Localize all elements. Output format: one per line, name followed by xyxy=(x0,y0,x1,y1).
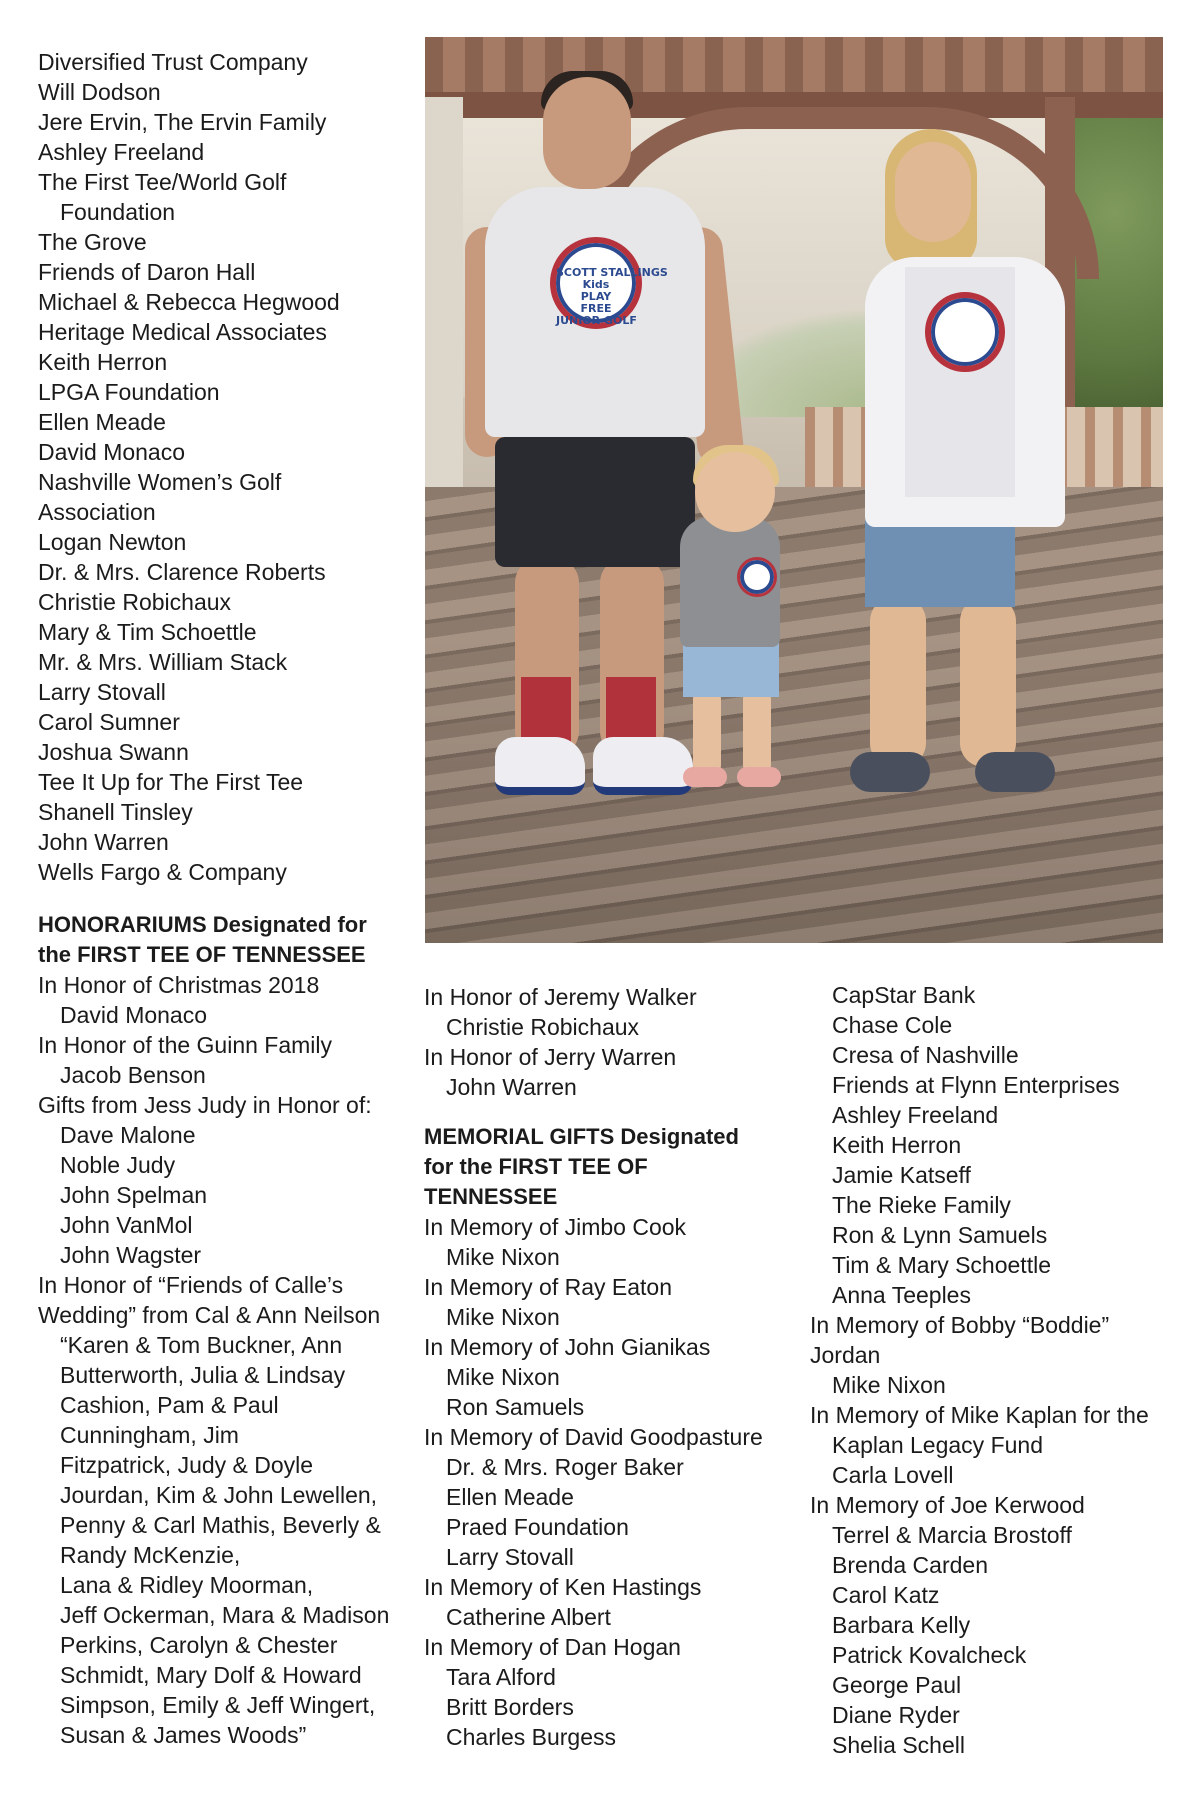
list-item: John Warren xyxy=(446,1074,577,1100)
shirt-logo: SCOTT STALLINGS Kids PLAY FREE JUNIOR GOLF xyxy=(550,237,642,329)
list-item: Dr. & Mrs. Clarence Roberts xyxy=(38,559,326,585)
memorial-list xyxy=(424,1212,784,1752)
list-item: Will Dodson xyxy=(38,79,161,105)
list-item: Carla Lovell xyxy=(832,1462,954,1488)
list-item: Mike Nixon xyxy=(446,1244,560,1270)
list-item: John Spelman xyxy=(60,1182,208,1208)
list-item: CapStar Bank xyxy=(832,982,976,1008)
list-item: Michael & Rebecca Hegwood xyxy=(38,289,340,315)
list-item: Christie Robichaux xyxy=(446,1014,640,1040)
list-item: Lana & Ridley Moorman, xyxy=(60,1572,314,1598)
list-item: In Memory of Bobby “Boddie” xyxy=(810,1312,1110,1338)
list-item: Friends of Daron Hall xyxy=(38,259,256,285)
middle-column xyxy=(424,982,784,1752)
list-item: Jere Ervin, The Ervin Family xyxy=(38,109,327,135)
list-item: Joshua Swann xyxy=(38,739,189,765)
list-item: Chase Cole xyxy=(832,1012,953,1038)
list-item: In Honor of Jerry Warren xyxy=(424,1044,677,1070)
list-item: Schmidt, Mary Dolf & Howard xyxy=(60,1662,362,1688)
list-item: David Monaco xyxy=(38,439,186,465)
shirt-logo-woman xyxy=(925,292,1005,372)
list-item: Cunningham, Jim xyxy=(60,1422,239,1448)
honorariums-heading-line-1: HONORARIUMS Designated for xyxy=(38,912,367,937)
list-item: Larry Stovall xyxy=(446,1544,574,1570)
list-item: Dave Malone xyxy=(60,1122,196,1148)
list-item: Ellen Meade xyxy=(446,1484,574,1510)
memorial-heading-line-1: MEMORIAL GIFTS Designated xyxy=(424,1124,739,1149)
list-item: In Memory of Dan Hogan xyxy=(424,1634,681,1660)
list-item: Jacob Benson xyxy=(60,1062,206,1088)
list-item: John VanMol xyxy=(60,1212,193,1238)
list-item: Shelia Schell xyxy=(832,1732,965,1758)
list-item: Ashley Freeland xyxy=(832,1102,999,1128)
list-item: Jamie Katseff xyxy=(832,1162,971,1188)
list-item: Terrel & Marcia Brostoff xyxy=(832,1522,1072,1548)
list-item: Mike Nixon xyxy=(446,1304,560,1330)
family-photo xyxy=(425,37,1163,943)
shirt-logo-child xyxy=(737,557,777,597)
list-item: In Memory of John Gianikas xyxy=(424,1334,711,1360)
list-item: Christie Robichaux xyxy=(38,589,232,615)
list-item: Mr. & Mrs. William Stack xyxy=(38,649,288,675)
list-item: In Honor of “Friends of Calle’s xyxy=(38,1272,344,1298)
list-item: John Wagster xyxy=(60,1242,202,1268)
list-item: Carol Katz xyxy=(832,1582,940,1608)
list-item: Noble Judy xyxy=(60,1152,176,1178)
list-item: Fitzpatrick, Judy & Doyle xyxy=(60,1452,314,1478)
list-item: In Memory of Jimbo Cook xyxy=(424,1214,687,1240)
list-item: Jordan xyxy=(810,1342,881,1368)
list-item: Charles Burgess xyxy=(446,1724,617,1750)
list-item: In Honor of Jeremy Walker xyxy=(424,984,697,1010)
list-item: Perkins, Carolyn & Chester xyxy=(60,1632,338,1658)
list-item: Ashley Freeland xyxy=(38,139,205,165)
list-item: In Memory of Ray Eaton xyxy=(424,1274,672,1300)
list-item: The Rieke Family xyxy=(832,1192,1011,1218)
list-item: Tim & Mary Schoettle xyxy=(832,1252,1051,1278)
list-item: In Memory of Joe Kerwood xyxy=(810,1492,1085,1518)
list-item: “Karen & Tom Buckner, Ann xyxy=(60,1332,343,1358)
list-item: In Memory of Mike Kaplan for the xyxy=(810,1402,1149,1428)
list-item: Praed Foundation xyxy=(446,1514,629,1540)
memorial-heading-line-3: TENNESSEE xyxy=(424,1184,558,1209)
list-item: In Honor of the Guinn Family xyxy=(38,1032,333,1058)
list-item: Simpson, Emily & Jeff Wingert, xyxy=(60,1692,376,1718)
list-item: Shanell Tinsley xyxy=(38,799,193,825)
list-item: David Monaco xyxy=(60,1002,208,1028)
list-item: Diversified Trust Company xyxy=(38,49,308,75)
list-item: Dr. & Mrs. Roger Baker xyxy=(446,1454,684,1480)
list-item: Brenda Carden xyxy=(832,1552,988,1578)
list-item: Foundation xyxy=(60,199,176,225)
list-item: Tee It Up for The First Tee xyxy=(38,769,304,795)
honorariums-continued-list xyxy=(424,982,784,1102)
honorariums-list xyxy=(38,970,398,1750)
list-item: In Memory of David Goodpasture xyxy=(424,1424,763,1450)
donor-list-left xyxy=(38,47,398,887)
list-item: Mary & Tim Schoettle xyxy=(38,619,257,645)
list-item: Susan & James Woods” xyxy=(60,1722,307,1748)
list-item: Keith Herron xyxy=(832,1132,962,1158)
list-item: Mike Nixon xyxy=(832,1372,946,1398)
list-item: Heritage Medical Associates xyxy=(38,319,327,345)
list-item: Gifts from Jess Judy in Honor of: xyxy=(38,1092,372,1118)
list-item: Ron & Lynn Samuels xyxy=(832,1222,1048,1248)
list-item: Patrick Kovalcheck xyxy=(832,1642,1027,1668)
list-item: Diane Ryder xyxy=(832,1702,960,1728)
honorariums-section xyxy=(38,910,398,1750)
memorial-heading-line-2: for the FIRST TEE OF xyxy=(424,1154,648,1179)
list-item: The Grove xyxy=(38,229,147,255)
list-item: Tara Alford xyxy=(446,1664,556,1690)
list-item: Penny & Carl Mathis, Beverly & xyxy=(60,1512,381,1538)
list-item: Cresa of Nashville xyxy=(832,1042,1019,1068)
list-item: Mike Nixon xyxy=(446,1364,560,1390)
list-item: Ellen Meade xyxy=(38,409,166,435)
list-item: Britt Borders xyxy=(446,1694,574,1720)
list-item: In Honor of Christmas 2018 xyxy=(38,972,320,998)
honorariums-heading-line-2: the FIRST TEE OF TENNESSEE xyxy=(38,942,366,967)
list-item: Butterworth, Julia & Lindsay xyxy=(60,1362,346,1388)
list-item: Barbara Kelly xyxy=(832,1612,971,1638)
list-item: Logan Newton xyxy=(38,529,187,555)
list-item: John Warren xyxy=(38,829,169,855)
list-item: Cashion, Pam & Paul xyxy=(60,1392,279,1418)
list-item: Jourdan, Kim & John Lewellen, xyxy=(60,1482,378,1508)
list-item: Kaplan Legacy Fund xyxy=(832,1432,1043,1458)
list-item: The First Tee/World Golf xyxy=(38,169,287,195)
list-item: Catherine Albert xyxy=(446,1604,611,1630)
list-item: LPGA Foundation xyxy=(38,379,220,405)
list-item: Wells Fargo & Company xyxy=(38,859,287,885)
list-item: Association xyxy=(38,499,156,525)
list-item: Wedding” from Cal & Ann Neilson xyxy=(38,1302,381,1328)
memorial-list-continued xyxy=(810,980,1170,1760)
list-item: Randy McKenzie, xyxy=(60,1542,241,1568)
list-item: Larry Stovall xyxy=(38,679,166,705)
list-item: Keith Herron xyxy=(38,349,168,375)
list-item: Carol Sumner xyxy=(38,709,180,735)
list-item: Nashville Women’s Golf xyxy=(38,469,282,495)
list-item: Ron Samuels xyxy=(446,1394,585,1420)
list-item: Anna Teeples xyxy=(832,1282,971,1308)
list-item: Jeff Ockerman, Mara & Madison xyxy=(60,1602,390,1628)
list-item: In Memory of Ken Hastings xyxy=(424,1574,702,1600)
list-item: Friends at Flynn Enterprises xyxy=(832,1072,1120,1098)
list-item: George Paul xyxy=(832,1672,962,1698)
